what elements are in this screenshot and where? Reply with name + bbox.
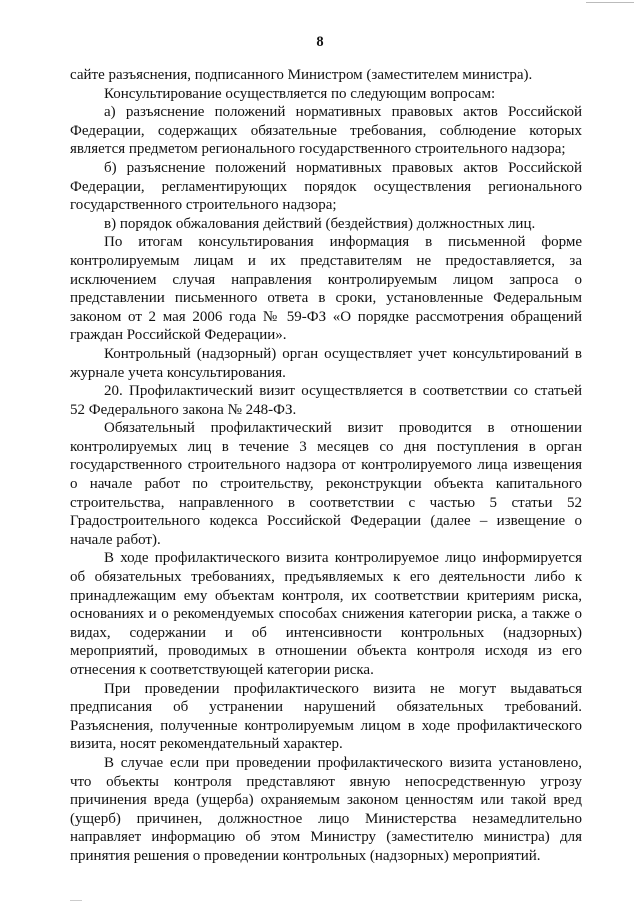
paragraph: 20. Профилактический визит осуществляется в соответствии со статьей 52 Федерального закона № 248-ФЗ.: [70, 383, 582, 418]
paragraph: В случае если при проведении профилактического визита установлено, что объекты контроля представляют явную непосредственную угрозу причинения вреда (ущерба) охраняемым законом ценностям или такой вред (ущерб) причинен, должностное лицо Министерства незамедлительно направляет информацию об этом Министру (заместителю министра) для принятия решения о проведении контрольных (надзорных) мероприятий.: [70, 754, 582, 864]
paragraph: В ходе профилактического визита контролируемое лицо информируется об обязательных требованиях, предъявляемых к его деятельности либо к принадлежащим ему объектам контроля, их соответствии критериям риска, основаниях и о рекомендуемых способах снижения категории риска, а также о видах, содержании и об интенсивности контрольных (надзорных) мероприятий, проводимых в отношении объекта контроля исходя из его отнесения к соответствующей категории риска.: [70, 550, 582, 678]
paragraph: Консультирование осуществляется по следующим вопросам:: [104, 85, 496, 102]
page-number: 8: [316, 34, 324, 50]
paragraph: в) порядок обжалования действий (бездействия) должностных лиц.: [104, 215, 536, 232]
scan-corner-mark: [586, 2, 634, 5]
paragraph: Контрольный (надзорный) орган осуществляет учет консультирований в журнале учета консультирования.: [70, 345, 582, 381]
paragraph: При проведении профилактического визита не могут выдаваться предписания об устранении нарушений обязательных требований. Разъяснения, полученные контролируемым лицом в ходе профилактического визита, носят рекомендательный характер.: [70, 680, 582, 753]
paragraph: б) разъяснение положений нормативных правовых актов Российской Федерации, регламентирующих порядок осуществления регионального государственного строительного надзора;: [70, 159, 582, 214]
paragraph: Обязательный профилактический визит проводится в отношении контролируемых лиц в течение 3 месяцев со дня поступления в орган государственного строительного надзора от контролируемого лица извещения о начале работ по строительству, реконструкции объекта капитального строительства, направленного в соответствии с частью 5 статьи 52 Градостроительного кодекса Российской Федерации (далее – извещение о начале работ).: [70, 420, 582, 548]
paragraph: сайте разъяснения, подписанного Министром (заместителем министра).: [70, 67, 533, 83]
paragraph: а) разъяснение положений нормативных правовых актов Российской Федерации, содержащих обязательные требования, соблюдение которых является предметом регионального государственного строительного надзора;: [70, 104, 582, 158]
scan-bottom-mark: [70, 900, 82, 903]
document-body: [70, 66, 582, 866]
paragraph: По итогам консультирования информация в письменной форме контролируемым лицам и их представителям не предоставляется, за исключением случая направления контролируемым лицом запроса о представлении письменного ответа в сроки, установленные Федеральным законом от 2 мая 2006 года № 59-ФЗ «О порядке рассмотрения обращений граждан Российской Федерации».: [70, 234, 582, 344]
